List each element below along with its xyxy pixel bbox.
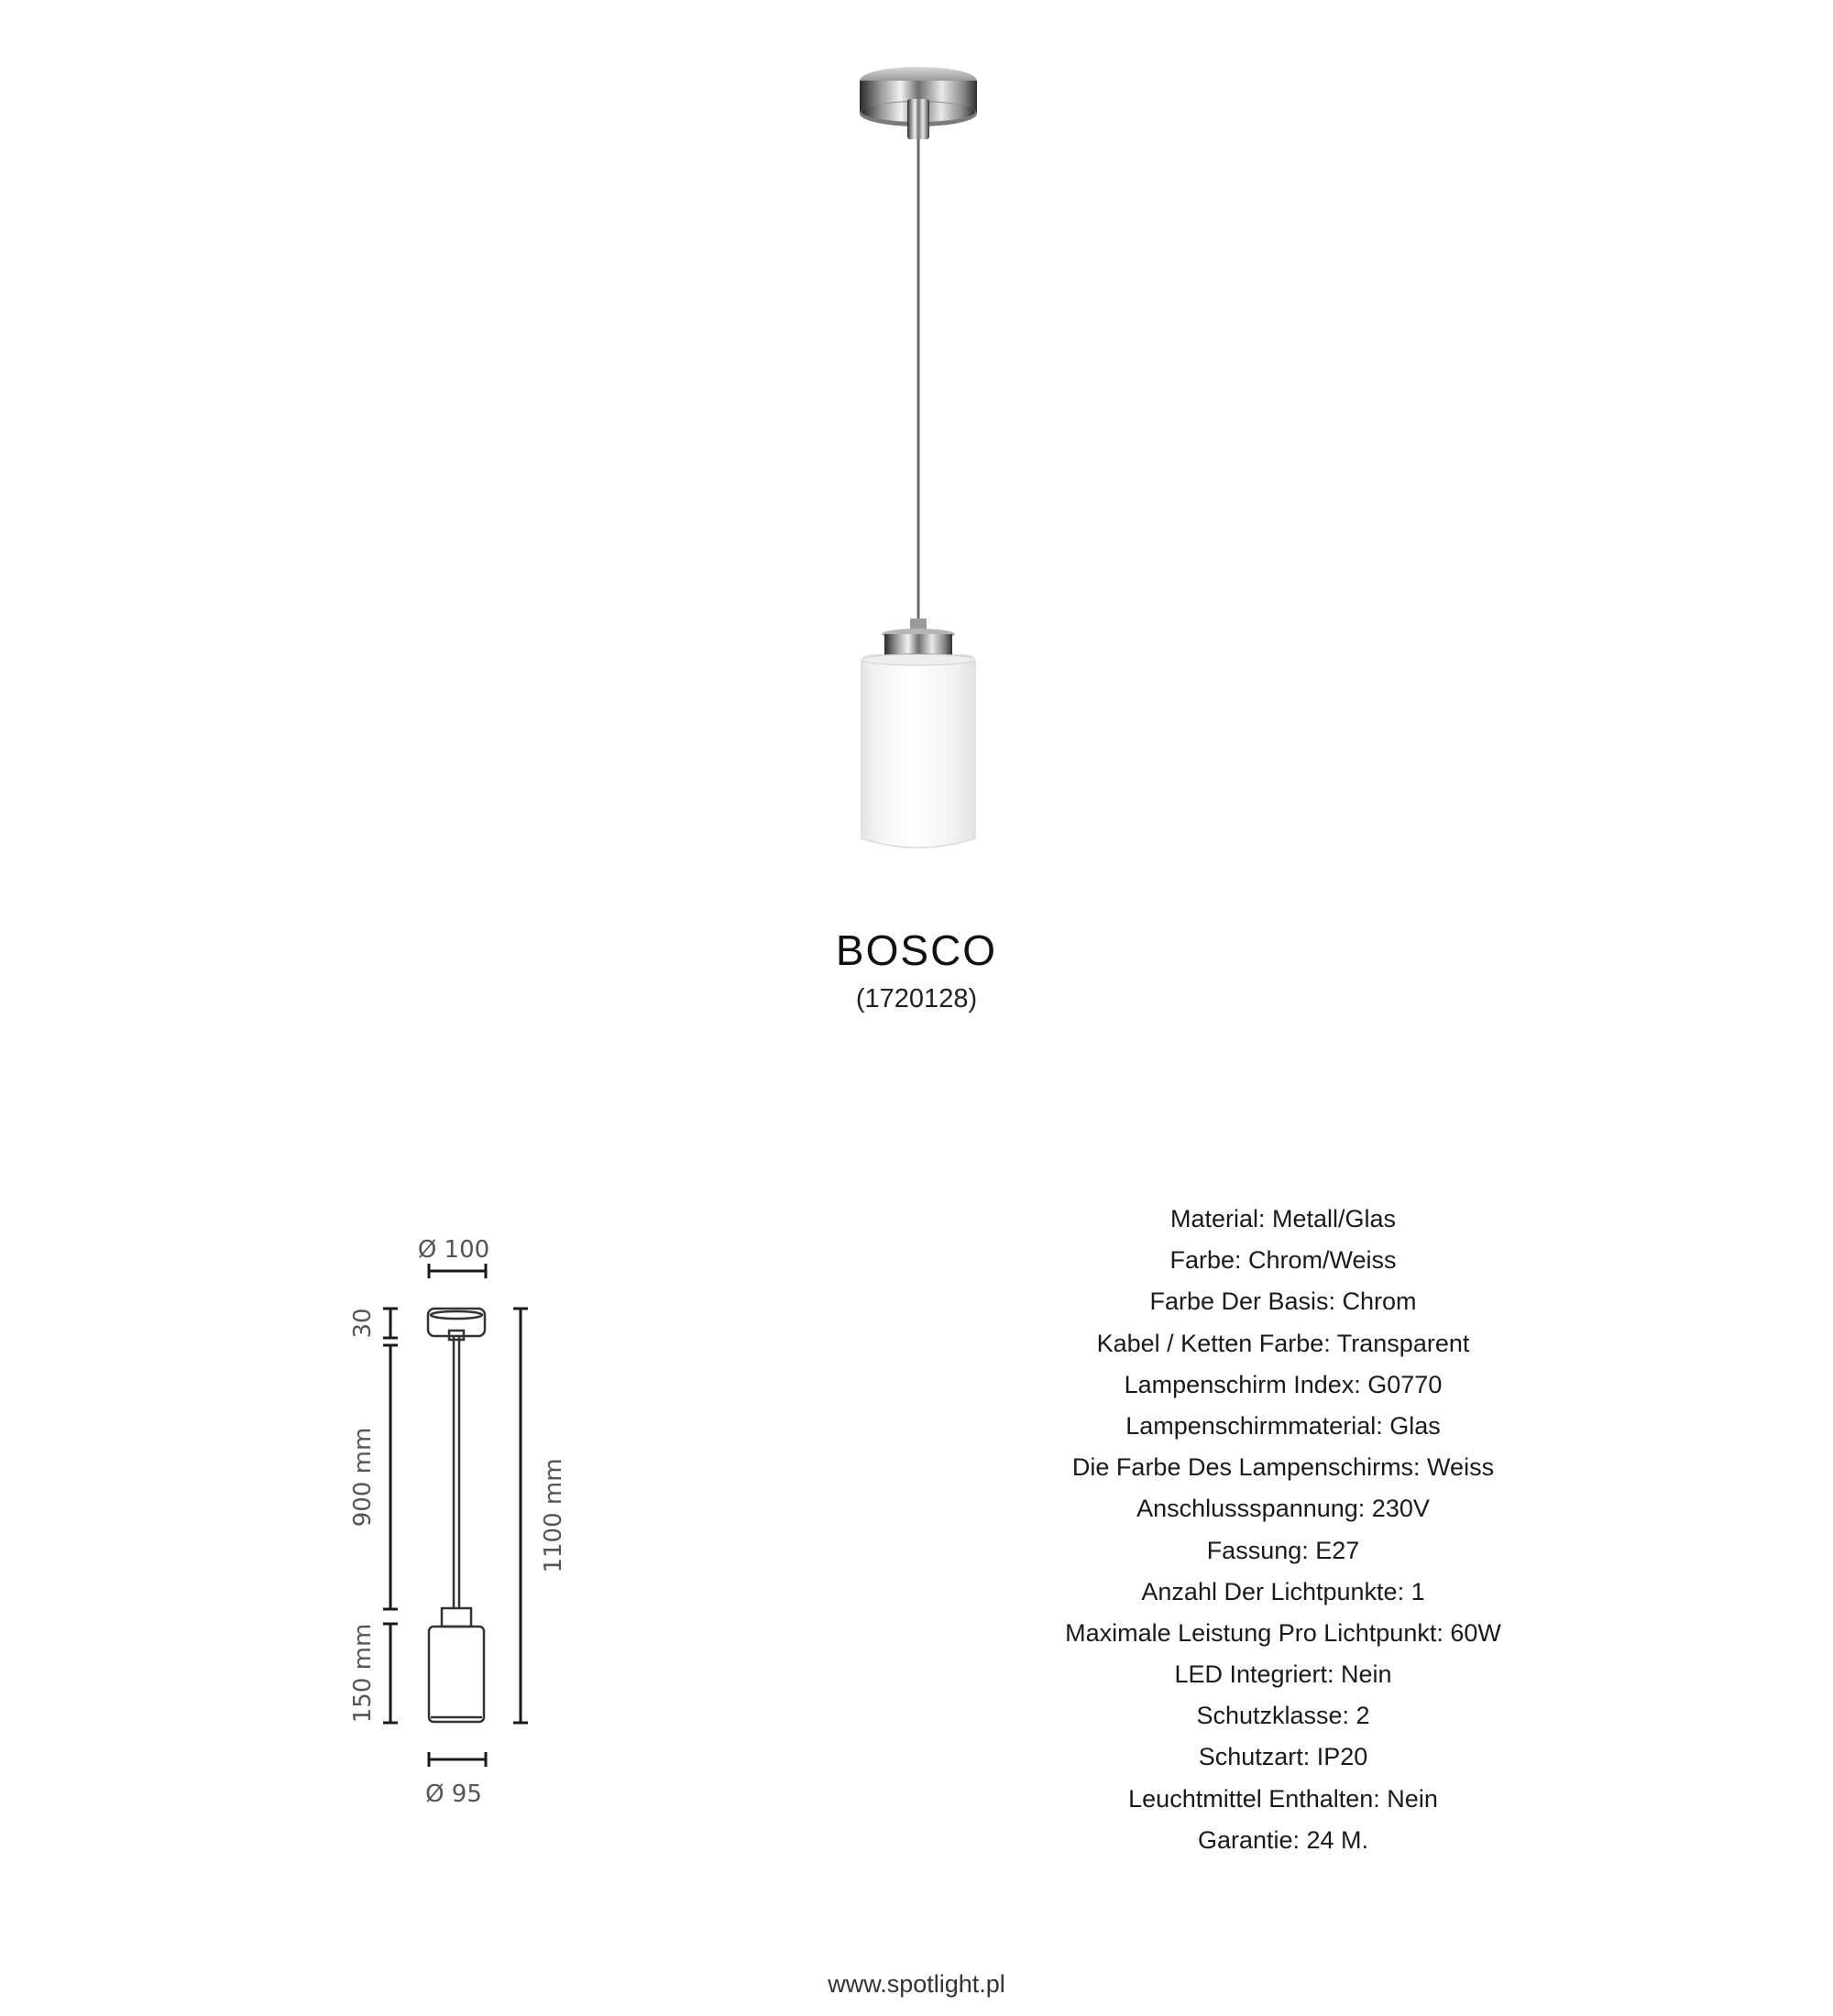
spec-light-points: Anzahl Der Lichtpunkte: 1: [1141, 1577, 1425, 1605]
cable-height-label: 900 mm: [349, 1427, 377, 1528]
spec-cable-color: Kabel / Ketten Farbe: Transparent: [1096, 1329, 1470, 1357]
shade-height-label: 150 mm: [349, 1623, 377, 1724]
top-diameter-line: [429, 1264, 486, 1278]
specifications-list: [971, 1199, 1595, 1861]
left-dimension-lines: [383, 1309, 398, 1723]
spec-shade-color: Die Farbe Des Lampenschirms: Weiss: [1071, 1453, 1495, 1482]
spec-protection-class: Schutzklasse: 2: [1196, 1702, 1370, 1730]
spec-material: Material: Metall/Glas: [1169, 1205, 1397, 1233]
website-link[interactable]: www.spotlight.pl: [828, 1970, 1005, 1998]
spec-color: Farbe: Chrom/Weiss: [1169, 1246, 1397, 1275]
product-name: BOSCO: [835, 926, 998, 974]
spec-voltage: Anschlussspannung: 230V: [1136, 1495, 1430, 1523]
bottom-diameter-line: [429, 1752, 486, 1767]
spec-ip-rating: Schutzart: IP20: [1198, 1743, 1368, 1771]
bottom-diameter-label: Ø 95: [425, 1780, 482, 1808]
spec-bulb-included: Leuchtmittel Enthalten: Nein: [1128, 1784, 1438, 1813]
total-height-line: [513, 1309, 528, 1723]
spec-max-power: Maximale Leistung Pro Lichtpunkt: 60W: [1065, 1618, 1501, 1647]
spec-socket: Fassung: E27: [1206, 1536, 1360, 1564]
spec-led-integrated: LED Integriert: Nein: [1174, 1660, 1392, 1689]
lamp-outline: [428, 1309, 485, 1722]
canopy: [860, 67, 977, 139]
spec-warranty: Garantie: 24 M.: [1197, 1825, 1369, 1854]
product-photo: [0, 0, 1833, 880]
spec-shade-material: Lampenschirmmaterial: Glas: [1125, 1411, 1441, 1440]
canopy-height-label: 30: [349, 1308, 377, 1339]
top-diameter-label: Ø 100: [417, 1236, 490, 1264]
dimension-drawing: [330, 1210, 623, 1814]
glass-shade: [862, 654, 975, 848]
spec-base-color: Farbe Der Basis: Chrom: [1149, 1287, 1417, 1316]
spec-shade-index: Lampenschirm Index: G0770: [1124, 1370, 1443, 1398]
product-code: (1720128): [855, 984, 978, 1013]
total-height-label: 1100 mm: [540, 1458, 567, 1573]
